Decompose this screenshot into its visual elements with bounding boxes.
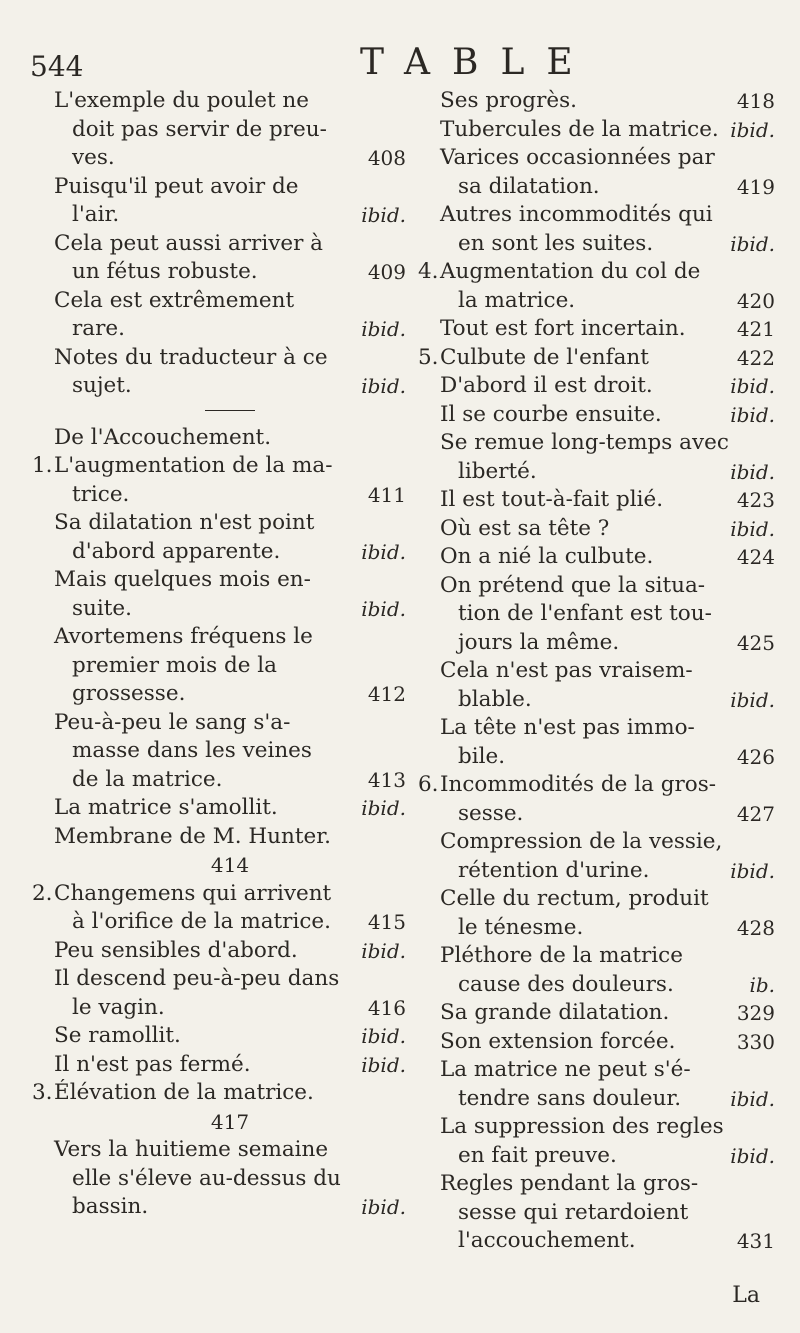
index-entry	[54, 87, 406, 173]
page-reference: 419	[736, 174, 775, 199]
entry-text: Élévation de la matrice.	[54, 1080, 314, 1105]
page-reference: 415	[367, 910, 406, 934]
page-reference: 408	[367, 146, 406, 170]
index-entry	[54, 509, 406, 566]
page-reference: ibid.	[361, 1052, 406, 1077]
entry-text: On prétend que la situa-	[440, 572, 706, 598]
entry-text: Se ramollit.	[54, 1023, 181, 1048]
index-entry	[440, 1170, 775, 1256]
entry-number: 2.	[32, 880, 53, 906]
entry-text: Il descend peu-à-peu dans	[54, 966, 340, 991]
entry-text: un fétus robuste.	[72, 259, 258, 284]
index-entry	[32, 452, 406, 509]
entry-text: Son extension forcée.	[440, 1028, 676, 1054]
entry-text: Incommodités de la gros-	[440, 772, 717, 797]
entry-text: La suppression des regles	[440, 1114, 724, 1139]
entry-text: Compression de la vessie,	[440, 829, 723, 854]
entry-text: Augmentation du col de	[440, 259, 701, 284]
index-entry	[54, 709, 406, 795]
entry-text: Cela peut aussi arriver à	[54, 230, 324, 256]
page-reference: 416	[367, 995, 406, 1020]
index-entry	[440, 714, 775, 771]
entry-number: 6.	[418, 772, 439, 797]
index-entry	[54, 1136, 406, 1222]
page-reference: 330	[736, 1029, 775, 1054]
index-entry	[440, 486, 775, 515]
page-reference: ibid.	[730, 402, 775, 427]
entry-text: sujet.	[72, 373, 132, 398]
entry-text: Membrane de M. Hunter.	[54, 823, 331, 849]
index-entry	[54, 344, 406, 401]
page-reference: ibid.	[361, 374, 406, 398]
index-entry	[32, 1079, 406, 1136]
entry-text: blable.	[458, 686, 532, 712]
index-entry	[440, 657, 775, 714]
entry-text: rétention d'urine.	[458, 857, 650, 883]
page-reference: ibid.	[361, 938, 406, 963]
right-column	[418, 87, 775, 1256]
index-entry	[54, 823, 406, 880]
entry-text: Regles pendant la gros-	[440, 1171, 699, 1196]
page-reference: 413	[367, 767, 406, 792]
entry-text: Se remue long-temps avec	[440, 430, 729, 455]
index-entry	[54, 1051, 406, 1080]
index-entry	[418, 344, 775, 373]
index-entry	[54, 1022, 406, 1051]
entry-text: Peu-à-peu le sang s'a-	[54, 709, 291, 735]
entry-text: Pléthore de la matrice	[440, 943, 683, 968]
page-reference: 431	[736, 1229, 775, 1253]
running-title: TABLE	[360, 42, 595, 83]
entry-text: On a nié la culbute.	[440, 544, 654, 569]
index-entry	[54, 173, 406, 230]
entry-text: L'augmentation de la ma-	[54, 453, 333, 478]
page-reference: ibid.	[730, 687, 775, 712]
page-number: 544	[30, 50, 84, 83]
entry-number: 1.	[32, 453, 53, 478]
page-reference: 422	[736, 345, 775, 370]
page-reference: 424	[736, 545, 775, 569]
page-reference: 329	[736, 1001, 775, 1025]
entry-text: La matrice ne peut s'é-	[440, 1057, 691, 1082]
index-entry	[440, 572, 775, 658]
page-reference: 411	[367, 482, 406, 507]
section-rule	[205, 410, 255, 411]
index-entry	[54, 965, 406, 1022]
entry-text: Culbute de l'enfant	[440, 344, 649, 370]
page-reference: ib.	[749, 972, 775, 997]
entry-text: à l'orifice de la matrice.	[72, 909, 331, 934]
index-entry	[440, 515, 775, 544]
index-entry	[440, 1028, 775, 1057]
page-reference: ibid.	[730, 1086, 775, 1111]
index-entry	[440, 429, 775, 486]
index-entry	[54, 230, 406, 287]
index-entry	[440, 543, 775, 572]
entry-text: Sa grande dilatation.	[440, 1000, 670, 1025]
catchword: La	[732, 1283, 760, 1308]
index-entry	[440, 144, 775, 201]
entry-text: Celle du rectum, produit	[440, 886, 709, 911]
entry-text: l'accouchement.	[458, 1228, 636, 1253]
entry-text: La tête n'est pas immo-	[440, 715, 695, 740]
page-reference: 426	[736, 744, 775, 769]
entry-text: premier mois de la	[72, 652, 277, 678]
page-reference: ibid.	[361, 539, 406, 564]
entry-text: sesse qui retardoient	[458, 1199, 689, 1225]
page-reference: ibid.	[730, 1143, 775, 1168]
index-entry	[440, 1113, 775, 1170]
entry-text: De l'Accouchement.	[54, 424, 272, 450]
entry-text: grossesse.	[72, 681, 186, 706]
entry-text: bile.	[458, 743, 506, 769]
index-entry	[32, 880, 406, 937]
entry-text: doit pas servir de preu-	[72, 116, 327, 142]
entry-text: Autres incommodités qui	[440, 202, 713, 227]
entry-text: bassin.	[72, 1194, 149, 1219]
index-entry	[54, 566, 406, 623]
entry-text: Cela n'est pas vraisem-	[440, 658, 693, 683]
entry-text: Tout est fort incertain.	[440, 316, 686, 341]
page-reference: 414	[210, 853, 250, 877]
entry-text: Il est tout-à-fait plié.	[440, 487, 664, 512]
index-entry	[440, 372, 775, 401]
section-title	[54, 424, 406, 453]
entry-text: de la matrice.	[72, 766, 223, 792]
entry-text: Il n'est pas fermé.	[54, 1051, 251, 1077]
entry-text: en fait preuve.	[458, 1142, 617, 1168]
entry-text: Ses progrès.	[440, 88, 577, 113]
page-reference: ibid.	[730, 858, 775, 883]
page-reference: 420	[736, 288, 775, 313]
entry-text: Varices occasionnées par	[440, 145, 715, 170]
index-entry	[440, 885, 775, 942]
index-entry	[440, 116, 775, 145]
entry-number: 4.	[418, 259, 439, 284]
page-reference: ibid.	[361, 596, 406, 621]
index-entry	[440, 87, 775, 116]
index-entry	[54, 937, 406, 966]
index-entry	[54, 623, 406, 709]
page-reference: ibid.	[361, 317, 406, 341]
index-entry	[440, 999, 775, 1028]
entry-text: Peu sensibles d'abord.	[54, 937, 298, 963]
entry-text: Cela est extrêmement	[54, 287, 295, 313]
entry-text: trice.	[72, 481, 130, 507]
index-entry	[440, 315, 775, 344]
index-entry	[418, 771, 775, 828]
index-entry	[54, 287, 406, 344]
entry-text: sa dilatation.	[458, 173, 600, 199]
entry-text: en sont les suites.	[458, 230, 654, 256]
entry-text: l'air.	[72, 202, 120, 227]
page-reference: 418	[736, 89, 775, 113]
index-entry	[54, 794, 406, 823]
entry-text: Sa dilatation n'est point	[54, 510, 315, 535]
entry-text: ves.	[72, 145, 115, 170]
entry-text: d'abord apparente.	[72, 538, 281, 564]
index-entry	[440, 401, 775, 430]
entry-text: Il se courbe ensuite.	[440, 401, 662, 427]
page-header	[30, 42, 770, 82]
entry-text: Changemens qui arrivent	[54, 880, 332, 906]
page-reference: ibid.	[730, 117, 775, 142]
entry-text: sesse.	[458, 800, 524, 826]
entry-text: le ténesme.	[458, 914, 584, 940]
page-reference: ibid.	[730, 231, 775, 256]
entry-text: elle s'éleve au-dessus du	[72, 1165, 341, 1191]
page-reference: 427	[736, 801, 775, 826]
page-reference: ibid.	[361, 796, 406, 820]
page-reference: ibid.	[361, 1024, 406, 1048]
page-reference: ibid.	[361, 1195, 406, 1219]
index-entry	[440, 828, 775, 885]
page-reference: ibid.	[730, 516, 775, 541]
page-reference: 428	[736, 915, 775, 940]
page-reference: 409	[367, 260, 406, 284]
entry-text: Où est sa tête ?	[440, 515, 610, 541]
entry-text: Avortemens fréquens le	[54, 624, 313, 649]
entry-text: Tubercules de la matrice.	[440, 116, 719, 142]
index-entry	[440, 201, 775, 258]
entry-text: Notes du traducteur à ce	[54, 344, 328, 370]
entry-number: 5.	[418, 344, 439, 370]
page-reference: 417	[210, 1109, 250, 1134]
entry-text: Vers la huitieme semaine	[54, 1137, 329, 1162]
entry-text: Puisqu'il peut avoir de	[54, 173, 299, 199]
left-column	[32, 87, 406, 1222]
entry-text: D'abord il est droit.	[440, 373, 653, 398]
index-entry	[440, 942, 775, 999]
entry-number: 3.	[32, 1080, 53, 1105]
page-reference: 425	[736, 630, 775, 655]
index-entry	[440, 1056, 775, 1113]
page-reference: 412	[367, 682, 406, 706]
entry-text: la matrice.	[458, 287, 576, 313]
entry-text: cause des douleurs.	[458, 971, 674, 997]
entry-text: tendre sans douleur.	[458, 1085, 682, 1111]
entry-text: le vagin.	[72, 994, 165, 1020]
entry-text: jours la même.	[458, 629, 620, 655]
page-reference: ibid.	[730, 374, 775, 398]
entry-text: rare.	[72, 316, 125, 341]
entry-text: La matrice s'amollit.	[54, 795, 278, 820]
entry-text: liberté.	[458, 458, 537, 484]
page-reference: ibid.	[730, 459, 775, 484]
page-reference: 421	[736, 317, 775, 341]
index-entry	[418, 258, 775, 315]
page-reference: ibid.	[361, 203, 406, 227]
entry-text: L'exemple du poulet ne	[54, 88, 309, 113]
entry-text: tion de l'enfant est tou-	[458, 601, 712, 626]
entry-text: suite.	[72, 595, 132, 621]
page-reference: 423	[736, 488, 775, 512]
entry-text: masse dans les veines	[72, 738, 312, 763]
entry-text: Mais quelques mois en-	[54, 567, 311, 592]
